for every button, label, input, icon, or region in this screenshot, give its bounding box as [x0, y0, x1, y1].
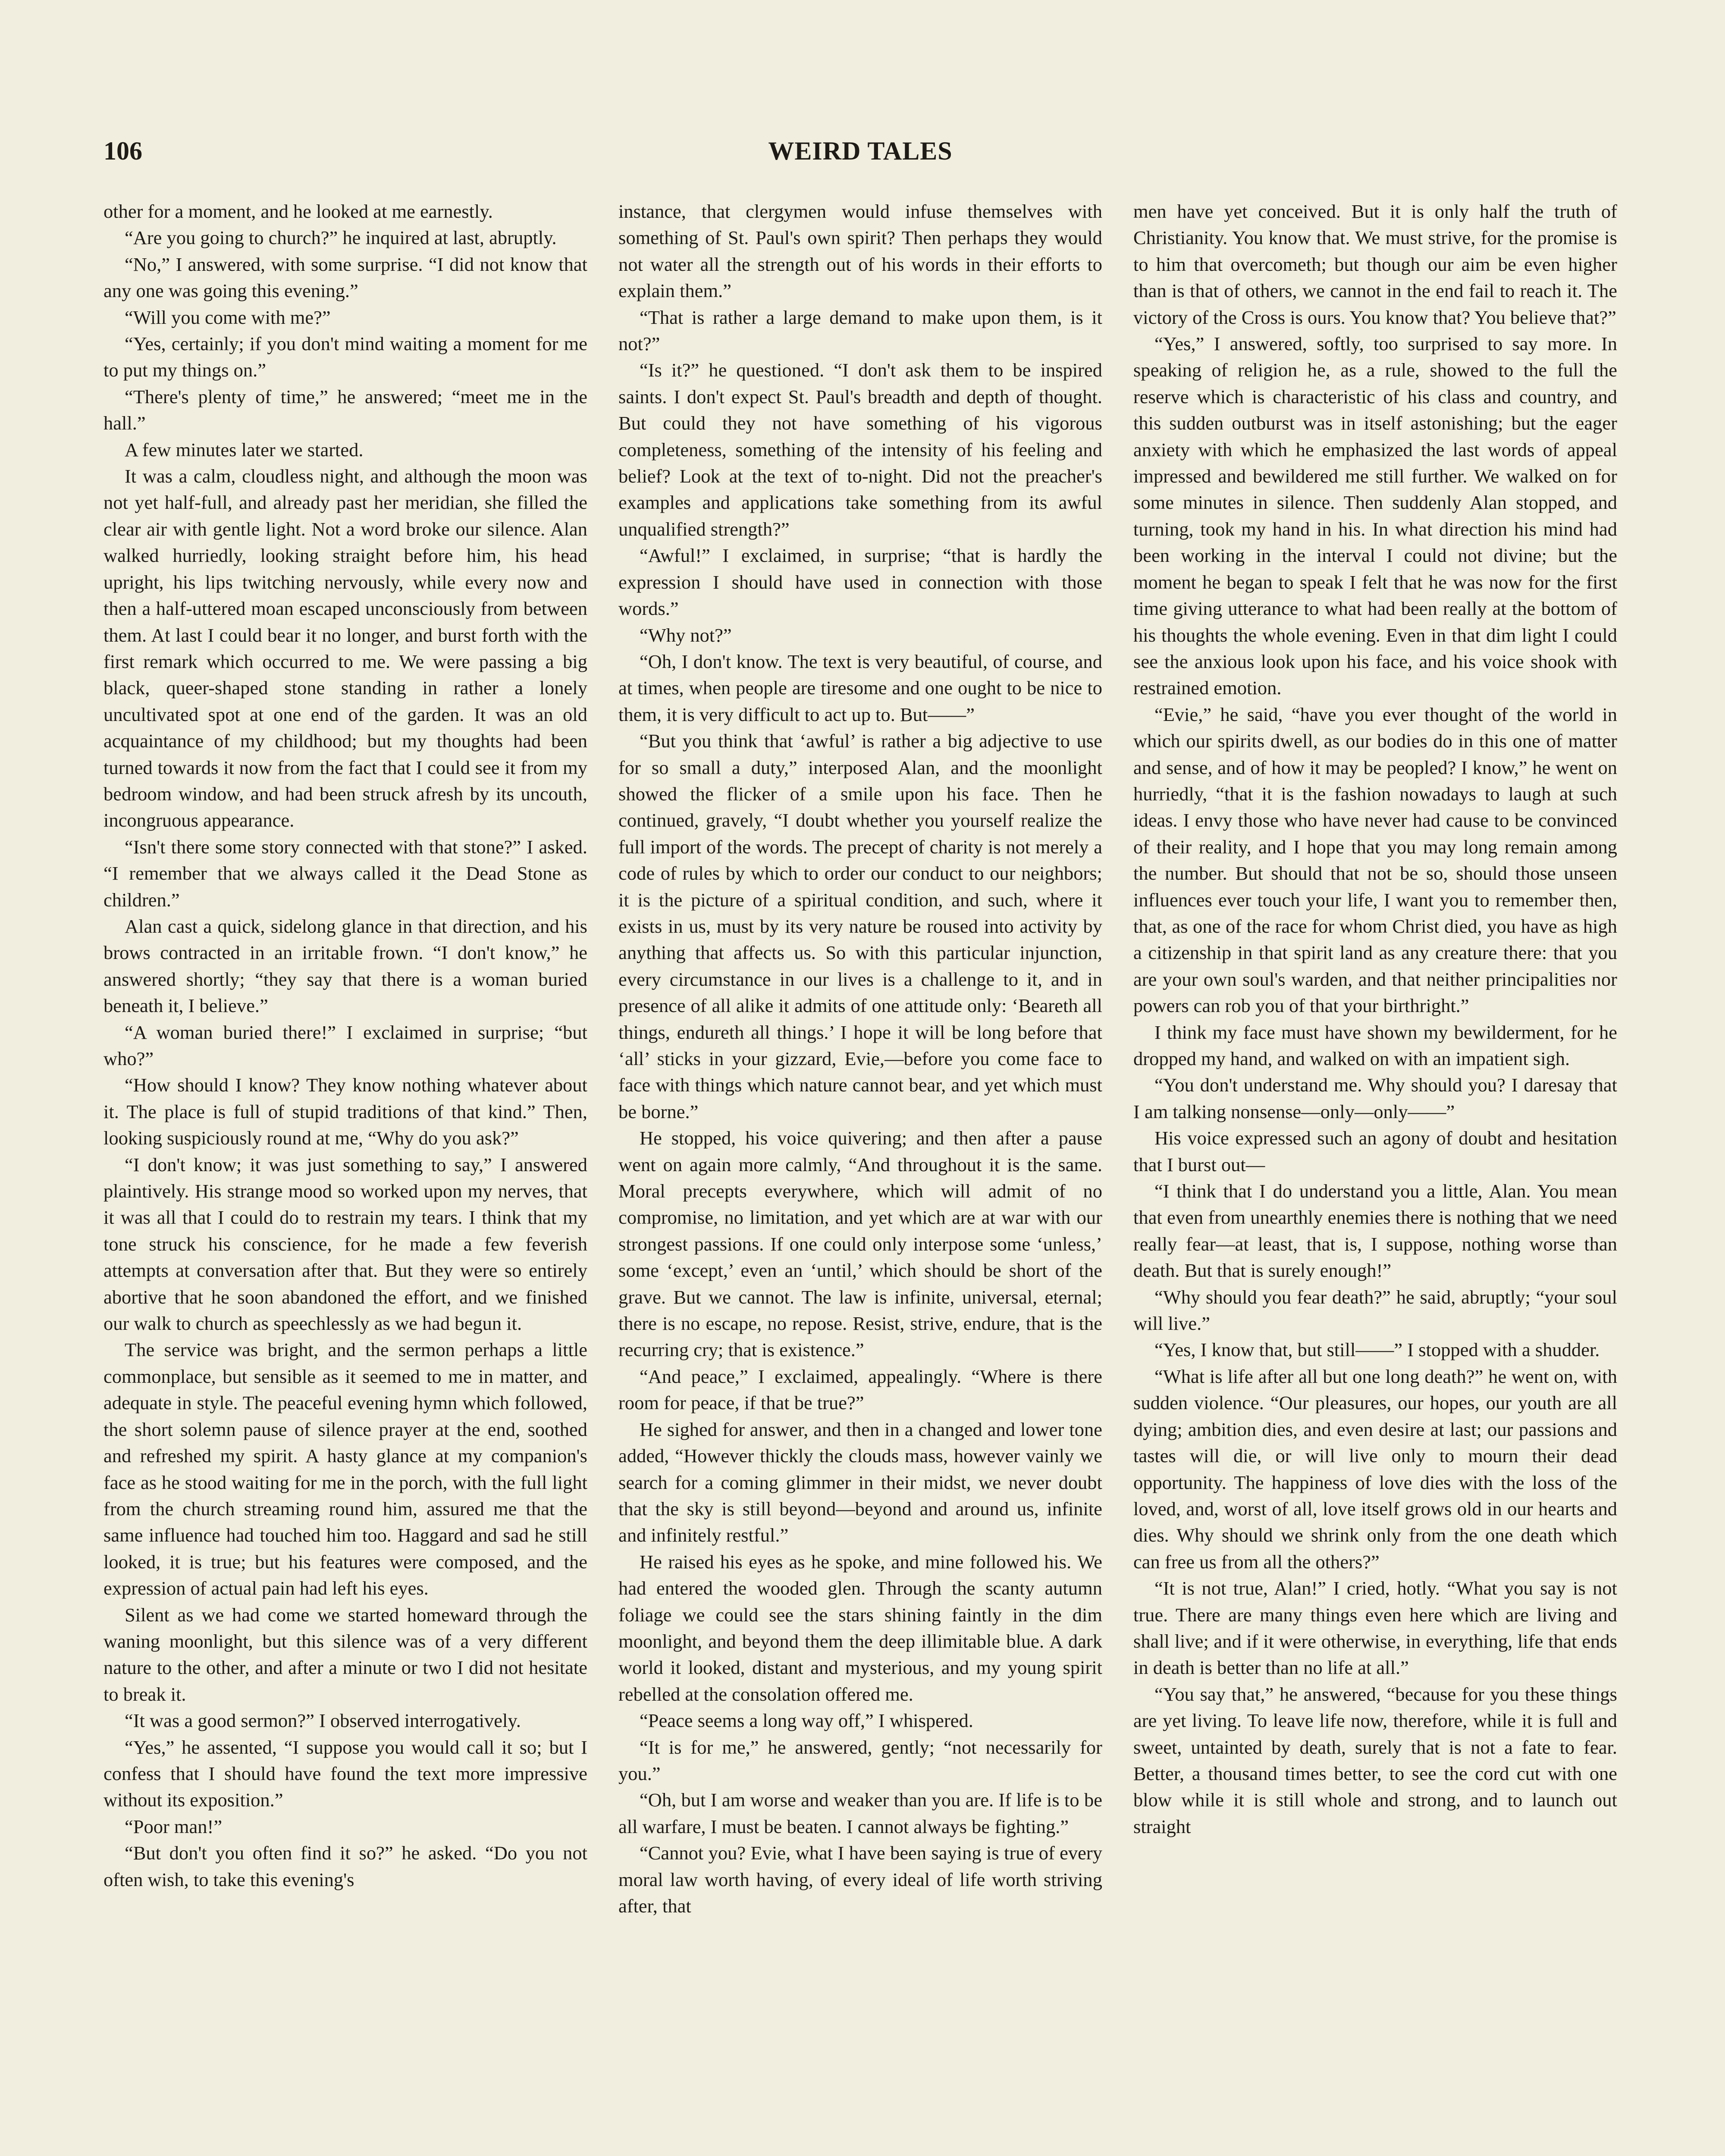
- paragraph: “You say that,” he answered, “because for you these things are yet living. To leave life now, therefore, while it is full and sweet, untainted by death, surely that is not a fate to fear. Better, a thousand times better, to see the cord cut with one blow while it is still whole and strong, and to launch out straight: [1133, 1683, 1617, 1837]
- paragraph: “There's plenty of time,” he answered; “meet me in the hall.”: [104, 385, 587, 434]
- paragraph: “You don't understand me. Why should you? I daresay that I am talking nonsense—only—only——”: [1133, 1074, 1617, 1122]
- column-2: [618, 198, 1102, 2156]
- text-columns: [104, 198, 1617, 2156]
- paragraph: “Yes,” I answered, softly, too surprised to say more. In speaking of religion he, as a rule, showed to the full the reserve which is characteristic of his class and country, and this sudden outburst was in itself astonishing; but the eager anxiety with which he emphasized the last words of appeal impressed and bewildered me still further. We walked on for some minutes in silence. Then suddenly Alan stopped, and turning, took my hand in his. In what direction his mind had been working in the interval I could not divine; but the moment he began to speak I felt that he was now for the first time giving utterance to what had been really at the bottom of his thoughts the whole evening. Even in that dim light I could see the anxious look upon his face, and his voice shook with restrained emotion.: [1133, 333, 1617, 699]
- paragraph: He stopped, his voice quivering; and then after a pause went on again more calmly, “And throughout it is the same. Moral precepts everywhere, which will admit of no compromise, no limitation, and yet which are at war with our strongest passions. If one could only interpose some ‘unless,’ some ‘except,’ even an ‘until,’ which should be short of the grave. But we cannot. The law is infinite, universal, eternal; there is no escape, no repose. Resist, strive, endure, that is the recurring cry; that is existence.”: [618, 1127, 1102, 1361]
- paragraph: “Peace seems a long way off,” I whispered.: [639, 1710, 973, 1732]
- paragraph: “I don't know; it was just something to say,” I answered plaintively. His strange mood so worked upon my nerves, that it was all that I could do to restrain my tears. I think that my tone struck his conscience, for he made a few feverish attempts at conversation after that. But they were so entirely abortive that he soon abandoned the effort, and we finished our walk to church as speechlessly as we had begun it.: [104, 1153, 587, 1335]
- paragraph: “But you think that ‘awful’ is rather a big adjective to use for so small a duty,” interposed Alan, and the moonlight showed the flicker of a smile upon his face. Then he continued, gravely, “I doubt whether you yourself realize the full import of the words. The precept of charity is not merely a code of rules by which to order our conduct to our neighbors; it is the picture of a spiritual condition, and such, where it exists in us, must by its very nature be roused into activity by anything that affects us. So with this particular injunction, every circumstance in our lives is a challenge to it, and in presence of all alike it admits of one attitude only: ‘Beareth all things, endureth all things.’ I hope it will be long before that ‘all’ sticks in your gizzard, Evie,—before you come face to face with things which nature cannot bear, and yet which must be borne.”: [618, 730, 1102, 1122]
- paragraph: “Oh, I don't know. The text is very beautiful, of course, and at times, when people are tiresome and one ought to be nice to them, it is very difficult to act up to. But——”: [618, 650, 1102, 725]
- paragraph: “Is it?” he questioned. “I don't ask them to be inspired saints. I don't expect St. Paul's breadth and depth of thought. But could they not have something of his vigorous completeness, something of the intensity of his feeling and belief? Look at the text of to-night. Did not the preacher's examples and applications take something from its awful unqualified strength?”: [618, 359, 1102, 540]
- paragraph: His voice expressed such an agony of doubt and hesitation that I burst out—: [1133, 1127, 1617, 1175]
- paragraph: “That is rather a large demand to make upon them, is it not?”: [618, 306, 1102, 355]
- column-3: [1133, 198, 1617, 2156]
- paragraph: “It is for me,” he answered, gently; “not necessarily for you.”: [618, 1736, 1102, 1784]
- paragraph: A few minutes later we started.: [124, 439, 364, 461]
- paragraph: “Evie,” he said, “have you ever thought of the world in which our spirits dwell, as our bodies do in this one of matter and sense, and of how it may be peopled? I know,” he went on hurriedly, “that it is the fashion nowadays to laugh at such ideas. I envy those who have never had cause to be convinced of their reality, and I hope that you may long remain among the number. But should that not be so, should those unseen influences ever touch your life, I want you to remember then, that, as one of the race for whom Christ died, you have as high a citizenship in that spirit land as any creature there: that you are your own soul's warden, and that neither principalities nor powers can rob you of that your birthright.”: [1133, 703, 1617, 1017]
- paragraph: “But don't you often find it so?” he asked. “Do you not often wish, to take this evening's: [104, 1842, 587, 1890]
- paragraph: He raised his eyes as he spoke, and mine followed his. We had entered the wooded glen. Through the scanty autumn foliage we could see the stars shining faintly in the dim moonlight, and beyond them the deep illimitable blue. A dark world it looked, distant and mysterious, and my young spirit rebelled at the consolation offered me.: [618, 1551, 1102, 1705]
- paragraph: “Why not?”: [639, 624, 732, 646]
- paragraph: “It was a good sermon?” I observed interrogatively.: [124, 1710, 521, 1732]
- running-title: WEIRD TALES: [768, 137, 953, 165]
- paragraph: “Are you going to church?” he inquired at last, abruptly.: [124, 227, 557, 249]
- page-number: 106: [104, 137, 142, 165]
- paragraph: It was a calm, cloudless night, and although the moon was not yet half-full, and already past her meridian, she filled the clear air with gentle light. Not a word broke our silence. Alan walked hurriedly, looking straight before him, his head upright, his lips twitching nervously, while every now and then a half-uttered moan escaped unconsciously from between them. At last I could bear it no longer, and burst forth with the first remark which occurred to me. We were passing a big black, queer-shaped stone standing in rather a lonely uncultivated spot at one end of the garden. It was an old acquaintance of my childhood; but my thoughts had been turned towards it now from the fact that I could see it from my bedroom window, and had been struck afresh by its uncouth, incongruous appearance.: [104, 465, 587, 831]
- paragraph: “Oh, but I am worse and weaker than you are. If life is to be all warfare, I must be beaten. I cannot always be fighting.”: [618, 1789, 1102, 1837]
- paragraph: “Yes, certainly; if you don't mind waiting a moment for me to put my things on.”: [104, 333, 587, 381]
- paragraph: “I think that I do understand you a little, Alan. You mean that even from unearthly enemies there is nothing that we need really fear—at least, that is, I suppose, nothing worse than death. But that is surely enough!”: [1133, 1180, 1617, 1282]
- paragraph: instance, that clergymen would infuse themselves with something of St. Paul's own spirit? Then perhaps they would not water all the strength out of his words in their efforts to explain them.”: [618, 201, 1102, 302]
- paragraph: The service was bright, and the sermon perhaps a little commonplace, but sensible as it seemed to me in matter, and adequate in style. The peaceful evening hymn which followed, the short solemn pause of silence prayer at the end, soothed and refreshed my spirit. A hasty glance at my companion's face as he stood waiting for me in the porch, with the full light from the church streaming round him, assured me that the same influence had touched him too. Haggard and sad he still looked, it is true; but his features were composed, and the expression of actual pain had left his eyes.: [104, 1339, 587, 1599]
- paragraph: “Awful!” I exclaimed, in surprise; “that is hardly the expression I should have used in connection with those words.”: [618, 545, 1102, 620]
- paragraph: “And peace,” I exclaimed, appealingly. “Where is there room for peace, if that be true?”: [618, 1365, 1102, 1414]
- paragraph: other for a moment, and he looked at me earnestly.: [104, 201, 493, 222]
- paragraph: “What is life after all but one long death?” he went on, with sudden violence. “Our pleasures, our hopes, our youth are all dying; ambition dies, and even desire at last; our passions and tastes will die, or will live only to mourn their dead opportunity. The happiness of love dies with the loss of the loved, and, worst of all, love itself grows old in our hearts and dies. Why should we shrink only from the one death which can free us from all the others?”: [1133, 1365, 1617, 1573]
- paragraph: “It is not true, Alan!” I cried, hotly. “What you say is not true. There are many things even here which are living and shall live; and if it were otherwise, in everything, life that ends in death is better than no life at all.”: [1133, 1577, 1617, 1679]
- paragraph: “How should I know? They know nothing whatever about it. The place is full of stupid traditions of that kind.” Then, looking suspiciously round at me, “Why do you ask?”: [104, 1074, 587, 1149]
- paragraph: “Cannot you? Evie, what I have been saying is true of every moral law worth having, of every ideal of life worth striving after, that: [618, 1842, 1102, 1917]
- paragraph: “Why should you fear death?” he said, abruptly; “your soul will live.”: [1133, 1286, 1617, 1335]
- paragraph: “No,” I answered, with some surprise. “I did not know that any one was going this evening.”: [104, 253, 587, 302]
- paragraph: “Yes, I know that, but still——” I stopped with a shudder.: [1154, 1339, 1600, 1361]
- paragraph: “Will you come with me?”: [124, 306, 331, 328]
- paragraph: men have yet conceived. But it is only half the truth of Christianity. You know that. We must strive, for the promise is to him that overcometh; but though our aim be even higher than is that of others, we cannot in the end fail to reach it. The victory of the Cross is ours. You know that? You believe that?”: [1133, 201, 1617, 328]
- column-1: [104, 198, 587, 2156]
- paragraph: “Poor man!”: [124, 1815, 223, 1837]
- paragraph: Alan cast a quick, sidelong glance in that direction, and his brows contracted in an irritable frown. “I don't know,” he answered shortly; “they say that there is a woman buried beneath it, I believe.”: [104, 915, 587, 1017]
- paragraph: I think my face must have shown my bewilderment, for he dropped my hand, and walked on with an impatient sigh.: [1133, 1021, 1617, 1069]
- page-header: [104, 129, 1617, 172]
- paragraph: “A woman buried there!” I exclaimed in surprise; “but who?”: [104, 1021, 587, 1069]
- paragraph: “Isn't there some story connected with that stone?” I asked. “I remember that we always called it the Dead Stone as children.”: [104, 836, 587, 911]
- paragraph: Silent as we had come we started homeward through the waning moonlight, but this silence was of a very different nature to the other, and after a minute or two I did not hesitate to break it.: [104, 1604, 587, 1705]
- paragraph: “Yes,” he assented, “I suppose you would call it so; but I confess that I should have found the text more impressive without its exposition.”: [104, 1736, 587, 1811]
- paragraph: He sighed for answer, and then in a changed and lower tone added, “However thickly the clouds mass, however vainly we search for a coming glimmer in their midst, we never doubt that the sky is still beyond—beyond and around us, infinite and infinitely restful.”: [618, 1418, 1102, 1546]
